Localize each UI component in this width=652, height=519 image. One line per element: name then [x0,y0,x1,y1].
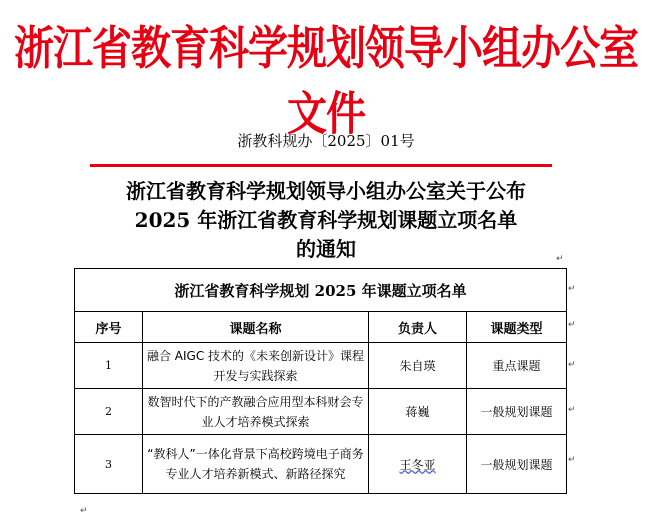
table-header-row [75,312,567,343]
document-header-title: 浙江省教育科学规划领导小组办公室文件 [14,21,638,141]
red-divider-line [90,164,552,167]
table-row [75,389,567,435]
project-leader-text: 王冬亚 [399,457,436,472]
paragraph-mark: ↵ [556,254,564,264]
paragraph-mark: ↵ [80,506,88,516]
project-type: 一般规划课题 [467,389,567,435]
table-row [75,435,567,494]
notice-title-line-1: 浙江省教育科学规划领导小组办公室关于公布 [126,179,526,203]
column-header-name: 课题名称 [143,312,369,343]
table-caption [75,269,567,312]
project-name: 融合 AIGC 技术的《未来创新设计》课程开发与实践探索 [143,343,369,389]
project-leader: 蒋巍 [369,389,467,435]
paragraph-mark: ↵ [568,455,576,465]
paragraph-mark: ↵ [568,320,576,330]
paragraph-mark: ↵ [568,405,576,415]
notice-title-line-2: 2025 年浙江省教育科学规划课题立项名单 [134,208,518,232]
project-leader: 朱自瑛 [369,343,467,389]
project-leader [369,435,467,494]
project-name: “教科人”一体化背景下高校跨境电子商务专业人才培养新模式、新路径探究 [143,435,369,494]
paragraph-mark: ↵ [568,284,576,294]
row-number: 2 [75,389,143,435]
column-header-no: 序号 [75,312,143,343]
document-number: 浙教科规办〔2025〕01号 [237,132,415,150]
paragraph-mark: ↵ [568,360,576,370]
table-caption-text: 浙江省教育科学规划 2025 年课题立项名单 [174,281,467,300]
row-number: 3 [75,435,143,494]
notice-title [60,177,592,264]
project-type: 一般规划课题 [467,435,567,494]
project-list-table [74,268,567,494]
project-type: 重点课题 [467,343,567,389]
column-header-leader: 负责人 [369,312,467,343]
column-header-type: 课题类型 [467,312,567,343]
project-name: 数智时代下的产教融合应用型本科财会专业人才培养模式探索 [143,389,369,435]
notice-title-line-3: 的通知 [296,237,356,261]
row-number: 1 [75,343,143,389]
table-row [75,343,567,389]
